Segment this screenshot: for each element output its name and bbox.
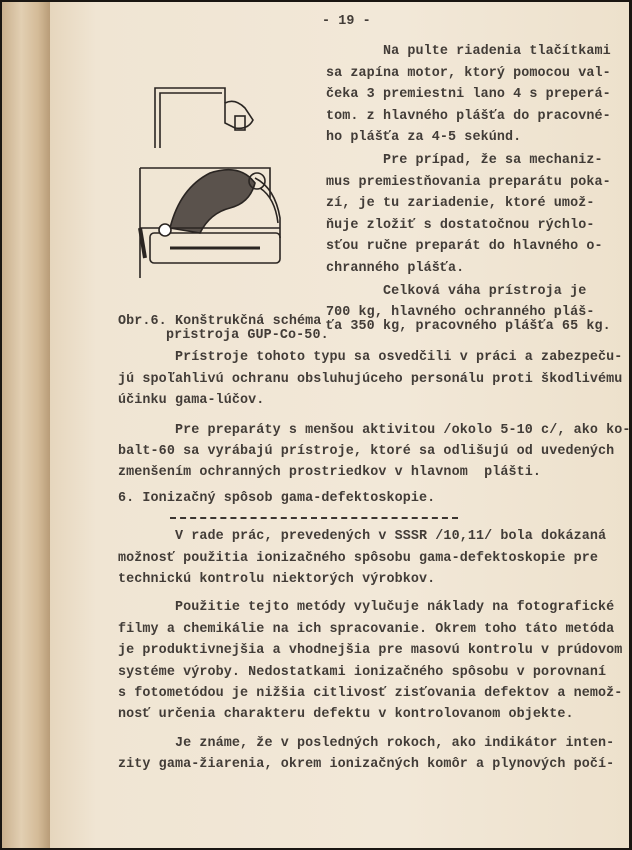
page-number: - 19 - [322,14,371,29]
heading-underline [170,517,458,519]
text-line: systéme výroby. Nedostatkami ionizačného spôsobu v porovnaní [118,665,607,680]
text-line: 700 kg, hlavného ochranného pláš- [326,305,595,320]
text-line: nosť určenia charakteru defektu v kontrolovanom objekte. [118,707,574,722]
text-line: jú spoľahlivú ochranu obsluhujúceho personálu proti škodlivému [118,372,623,387]
text-line: účinku gama-lúčov. [118,393,265,408]
text-line: je produktivnejšia a vhodnejšia pre masovú kontrolu v prúdovom [118,643,623,658]
text-line: balt-60 sa vyrábajú prístroje, ktoré sa odlišujú od uvedených [118,444,615,459]
text-line: zí, je tu zariadenie, ktoré umož- [326,196,595,211]
text-line: čeka 3 premiestni lano 4 s preperá- [326,87,611,102]
book-spine [2,2,50,848]
text-line: filmy a chemikálie na ich spracovanie. Okrem toho táto metóda [118,622,615,637]
text-line: Je známe, že v posledných rokoch, ako indikátor inten- [118,736,615,751]
text-line: s fotometódou je nižšia citlivosť zisťovania defektov a nemož- [118,686,623,701]
text-line: sťou ručne preparát do hlavného o- [326,239,603,254]
text-line: sa zapína motor, ktorý pomocou val- [326,66,611,81]
text-line: V rade prác, prevedených v SSSR /10,11/ bola dokázaná [118,529,607,544]
text-line: Použitie tejto metódy vylučuje náklady na fotografické [118,600,615,615]
text-line: Na pulte riadenia tlačítkami [326,44,611,59]
text-line: možnosť použitia ionizačného spôsobu gama-defektoskopie pre [118,551,599,566]
text-line: technickú kontrolu niektorých výrobkov. [118,572,436,587]
text-line: Pre preparáty s menšou aktivitou /okolo 5-10 c/, ako ko- [118,423,631,438]
text-line: Prístroje tohoto typu sa osvedčili v práci a zabezpeču- [118,350,623,365]
text-line: tom. z hlavného plášťa do pracovné- [326,109,611,124]
section-heading: 6. Ionizačný spôsob gama-defektoskopie. [118,491,436,506]
text-line: Celková váha prístroja je [326,284,587,299]
figure-caption-line-2: pristroja GUP-Co-50. [166,328,329,343]
text-line: mus premiestňovania preparátu poka- [326,175,611,190]
text-line: zmenšením ochranných prostriedkov v hlavnom plášti. [118,465,542,480]
figure-schematic [110,78,300,278]
text-line: ho plášťa za 4-5 sekúnd. [326,130,522,145]
text-line: chranného plášťa. [326,261,465,276]
figure-caption-line-1: Obr.6. Konštrukčná schéma [118,314,322,329]
text-line: zity gama-žiarenia, okrem ionizačných komôr a plynových počí- [118,757,615,772]
text-line: Pre prípad, že sa mechaniz- [326,153,603,168]
text-line: ňuje zložiť s dostatočnou rýchlo- [326,218,595,233]
text-line: ťa 350 kg, pracovného plášťa 65 kg. [326,319,611,334]
